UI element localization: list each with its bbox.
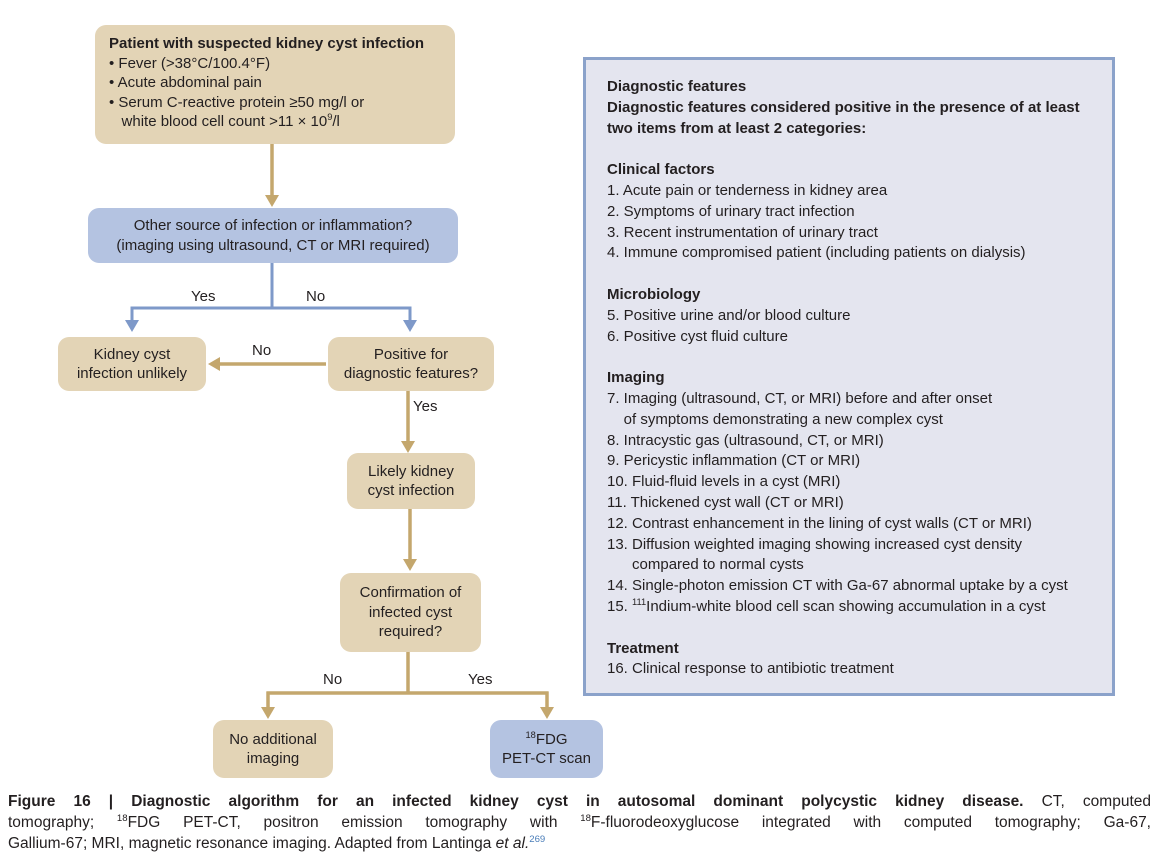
text-line: two items from at least 2 categories: bbox=[607, 119, 867, 137]
text-line bbox=[607, 264, 1094, 285]
text-line: cyst infection bbox=[367, 482, 455, 499]
diagnostic-features-decision-box bbox=[328, 337, 494, 391]
branch-label-no: No bbox=[306, 288, 326, 305]
text-line bbox=[607, 618, 1094, 639]
text-line: white blood cell count $>11 \times 10^9/l$ bbox=[109, 112, 340, 130]
text-line: Patient with suspected kidney cyst infection bbox=[109, 35, 425, 52]
arrow-likely-to-confirmation bbox=[403, 509, 417, 571]
text-line: 6. Positive cyst fluid culture bbox=[607, 327, 788, 345]
text-line: infection unlikely bbox=[76, 365, 188, 382]
figure-caption bbox=[8, 791, 1151, 854]
text-line: Figure 16 | Diagnostic algorithm for an infected kidney cyst in autosomal dominant polycystic kidney disease. CT, computed bbox=[8, 793, 1151, 810]
text-line: 14. Single-photon emission CT with Ga-67 abnormal uptake by a cyst bbox=[607, 577, 1068, 595]
text-line: 7. Imaging (ultrasound, CT, or MRI) before and after onset bbox=[607, 389, 993, 407]
text-line: 5. Positive urine and/or blood culture bbox=[607, 306, 851, 324]
text-line: Positive for bbox=[373, 345, 449, 363]
text-line: No additional bbox=[229, 730, 317, 748]
text-line: • Acute abdominal pain bbox=[109, 74, 262, 91]
text-line: 13. Diffusion weighted imaging showing increased cyst density bbox=[607, 535, 1022, 553]
branch-label-yes: Yes bbox=[413, 398, 438, 415]
text-line: 9. Pericystic inflammation (CT or MRI) bbox=[607, 452, 861, 470]
text-line: 1. Acute pain or tenderness in kidney area bbox=[607, 181, 888, 199]
branch-label-no: No bbox=[252, 342, 272, 359]
text-line: 8. Intracystic gas (ultrasound, CT, or MRI) bbox=[607, 431, 884, 449]
text-line: 4. Immune compromised patient (including patients on dialysis) bbox=[607, 244, 1026, 262]
no-additional-imaging-box bbox=[213, 720, 333, 778]
likely-infection-box bbox=[347, 453, 475, 509]
text-line: 2. Symptoms of urinary tract infection bbox=[607, 202, 855, 220]
text-line: 10. Fluid-fluid levels in a cyst (MRI) bbox=[607, 473, 841, 491]
text-line: Clinical factors bbox=[607, 161, 715, 179]
branch-label-yes: Yes bbox=[468, 671, 493, 688]
arrow-features-no bbox=[208, 357, 326, 371]
text-line: Likely kidney bbox=[368, 462, 454, 480]
start-box-suspected-infection bbox=[95, 25, 455, 144]
text-line: diagnostic features? bbox=[343, 365, 479, 382]
branch-label-yes: Yes bbox=[191, 288, 216, 305]
text-line: imaging bbox=[246, 750, 300, 767]
text-line: Gallium-67; MRI, magnetic resonance imaging. Adapted from Lantinga et al.$^{269}$ bbox=[8, 833, 546, 852]
text-line bbox=[607, 347, 1094, 368]
text-line bbox=[607, 139, 1094, 160]
text-line: infected cyst bbox=[368, 603, 453, 621]
text-line: $^{18}$FDG bbox=[525, 729, 568, 748]
text-line: • Serum C-reactive protein ≥50 mg/l or bbox=[109, 93, 365, 111]
pet-ct-scan-box bbox=[490, 720, 603, 778]
other-source-decision-box bbox=[88, 208, 458, 263]
text-line: Imaging bbox=[607, 369, 665, 387]
branch-label-no: No bbox=[323, 671, 343, 688]
text-line: tomography; $^{18}$FDG PET-CT, positron emission tomography with $^{18}$F-fluorodeoxyglucose integrated with computed tomography; Ga-67, bbox=[8, 812, 1151, 831]
infection-unlikely-box bbox=[58, 337, 206, 391]
confirmation-decision-box bbox=[340, 573, 481, 652]
text-line: Treatment bbox=[607, 639, 679, 657]
text-line: Confirmation of bbox=[359, 584, 462, 602]
arrow-other-source-split bbox=[125, 262, 417, 332]
arrow-start-to-other-source bbox=[265, 144, 279, 207]
text-line: Diagnostic features bbox=[607, 78, 747, 95]
text-line: Kidney cyst bbox=[93, 345, 171, 363]
text-line: 3. Recent instrumentation of urinary tract bbox=[607, 223, 878, 241]
text-line: required? bbox=[378, 623, 443, 641]
text-line: compared to normal cysts bbox=[607, 556, 804, 574]
text-line: • Fever (>38°C/100.4°F) bbox=[109, 54, 271, 72]
arrow-confirmation-split bbox=[261, 652, 554, 719]
text-line: (imaging using ultrasound, CT or MRI required) bbox=[116, 236, 430, 254]
text-line: Microbiology bbox=[607, 285, 701, 303]
text-line: 16. Clinical response to antibiotic treatment bbox=[607, 660, 894, 678]
text-line: Other source of infection or inflammation? bbox=[133, 217, 413, 234]
diagnostic-features-panel bbox=[583, 57, 1115, 696]
text-line: Diagnostic features considered positive in the presence of at least bbox=[607, 98, 1080, 116]
reference-link[interactable]: 269 bbox=[529, 833, 546, 845]
text-line: 15. $^{111}$Indium-white blood cell scan showing accumulation in a cyst bbox=[607, 596, 1046, 615]
text-line: 11. Thickened cyst wall (CT or MRI) bbox=[607, 493, 844, 511]
text-line: PET-CT scan bbox=[502, 750, 591, 767]
text-line: of symptoms demonstrating a new complex cyst bbox=[607, 410, 943, 428]
text-line: 12. Contrast enhancement in the lining of cyst walls (CT or MRI) bbox=[607, 514, 1032, 532]
